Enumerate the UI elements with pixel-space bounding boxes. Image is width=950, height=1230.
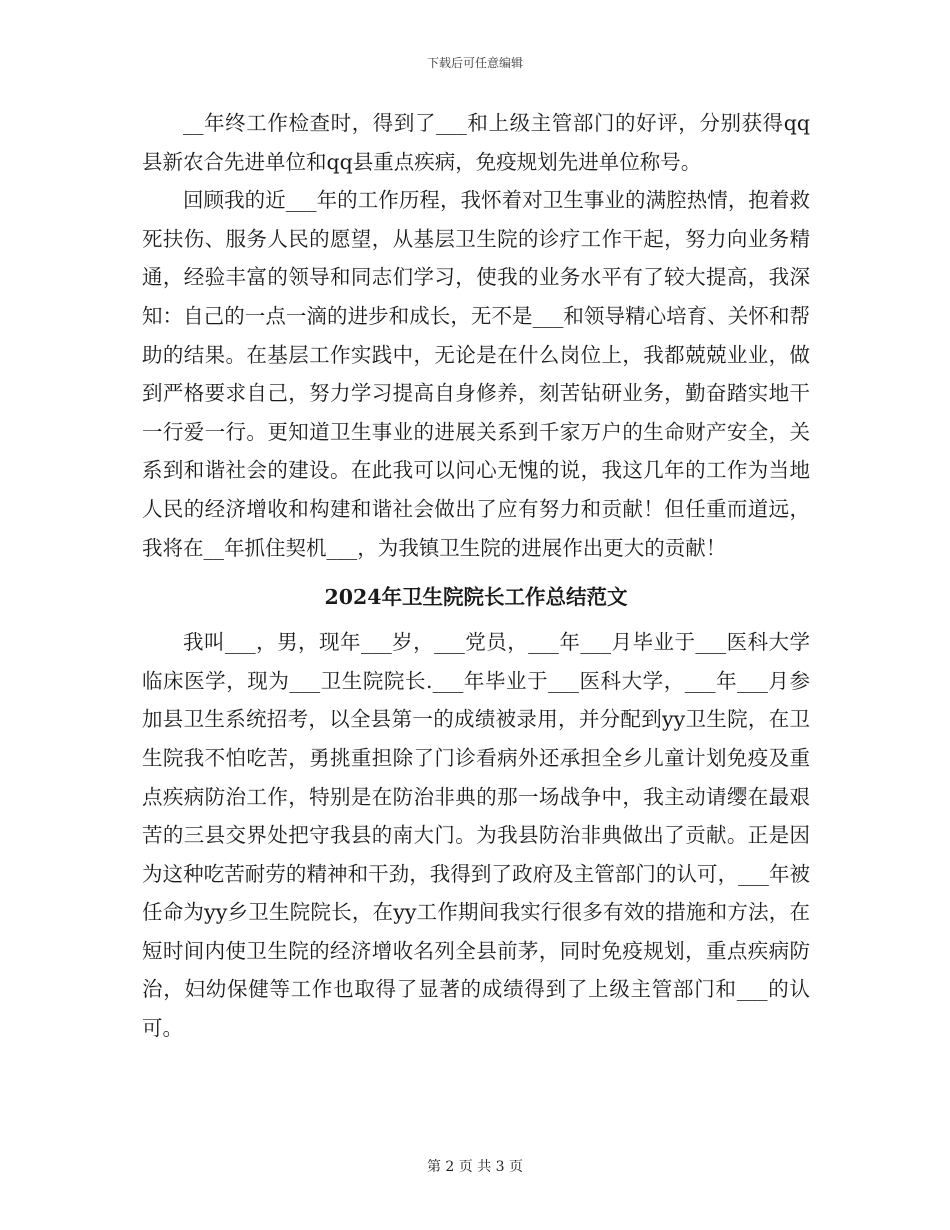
paragraph-review: 回顾我的近___年的工作历程，我怀着对卫生事业的满腔热情，抱着救死扶伤、服务人民的愿望，从基层卫生院的诊疗工作干起，努力向业务精通，经验丰富的领导和同志们学习，使我的业务水平有了较大提高，我深知：自己的一点一滴的进步和成长，无不是___和领导精心培育、关怀和帮助的结果。在基层工作实践中，无论是在什么岗位上，我都兢兢业业，做到严格要求自己，努力学习提高自身修养，刻苦钻研业务，勤奋踏实地干一行爱一行。更知道卫生事业的进展关系到千家万户的生命财产安全，关系到和谐社会的建设。在此我可以问心无愧的说，我这几年的工作为当地人民的经济增收和构建和谐社会做出了应有努力和贡献！但任重而道远，我将在__年抓住契机___，为我镇卫生院的进展作出更大的贡献！ xyxy=(142,188,810,560)
page-header-note: 下载后可任意编辑 xyxy=(426,56,523,70)
section-title: 2024年卫生院院长工作总结范文 xyxy=(324,585,628,610)
document-body xyxy=(142,104,810,1048)
paragraph-continuation: __年终工作检查时，得到了___和上级主管部门的好评，分别获得qq县新农合先进单位和qq县重点疾病，免疫规划先进单位称号。 xyxy=(142,111,810,174)
page-number-footer: 第 2 页 共 3 页 xyxy=(426,1159,524,1175)
paragraph-introduction: 我叫___，男，现年___岁，___党员，___年___月毕业于___医科大学临床医学，现为___卫生院院长.___年毕业于___医科大学，___年___月参加县卫生系统招考，以全县第一的成绩被录用，并分配到yy卫生院，在卫生院我不怕吃苦，勇挑重担除了门诊看病外还承担全乡儿童计划免疫及重点疾病防治工作，特别是在防治非典的那一场战争中，我主动请缨在最艰苦的三县交界处把守我县的南大门。为我县防治非典做出了贡献。正是因为这种吃苦耐劳的精神和干劲，我得到了政府及主管部门的认可，___年被任命为yy乡卫生院院长，在yy工作期间我实行很多有效的措施和方法，在短时间内使卫生院的经济增收名列全县前茅，同时免疫规划，重点疾病防治，妇幼保健等工作也取得了显著的成绩得到了上级主管部门和___的认可。 xyxy=(142,630,810,1041)
